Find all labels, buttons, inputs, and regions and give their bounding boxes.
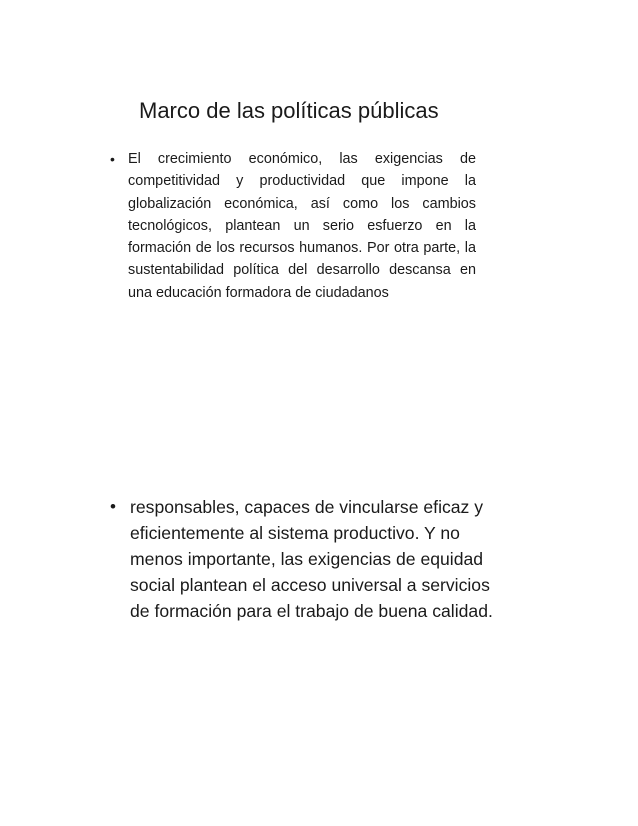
paragraph-text: El crecimiento económico, las exigencias de competitividad y productividad que impone la globalización económica, así como los cambios tecnológicos, plantean un serio esfuerzo en la formación de los recursos humanos. Por otra parte, la sustentabilidad política del desarrollo descansa en una educación formadora de ciudadanos xyxy=(128,151,476,301)
bullet-paragraph-1 xyxy=(110,148,476,304)
bullet-icon: • xyxy=(110,151,115,167)
bullet-icon: • xyxy=(110,497,116,516)
paragraph-text: responsables, capaces de vincularse eficaz y eficientemente al sistema productivo. Y no menos importante, las exigencias de equidad social plantean el acceso universal a servicios de formación para el trabajo de buena calidad. xyxy=(130,497,493,621)
bullet-paragraph-2 xyxy=(110,494,502,624)
page-title: Marco de las políticas públicas xyxy=(139,98,439,123)
